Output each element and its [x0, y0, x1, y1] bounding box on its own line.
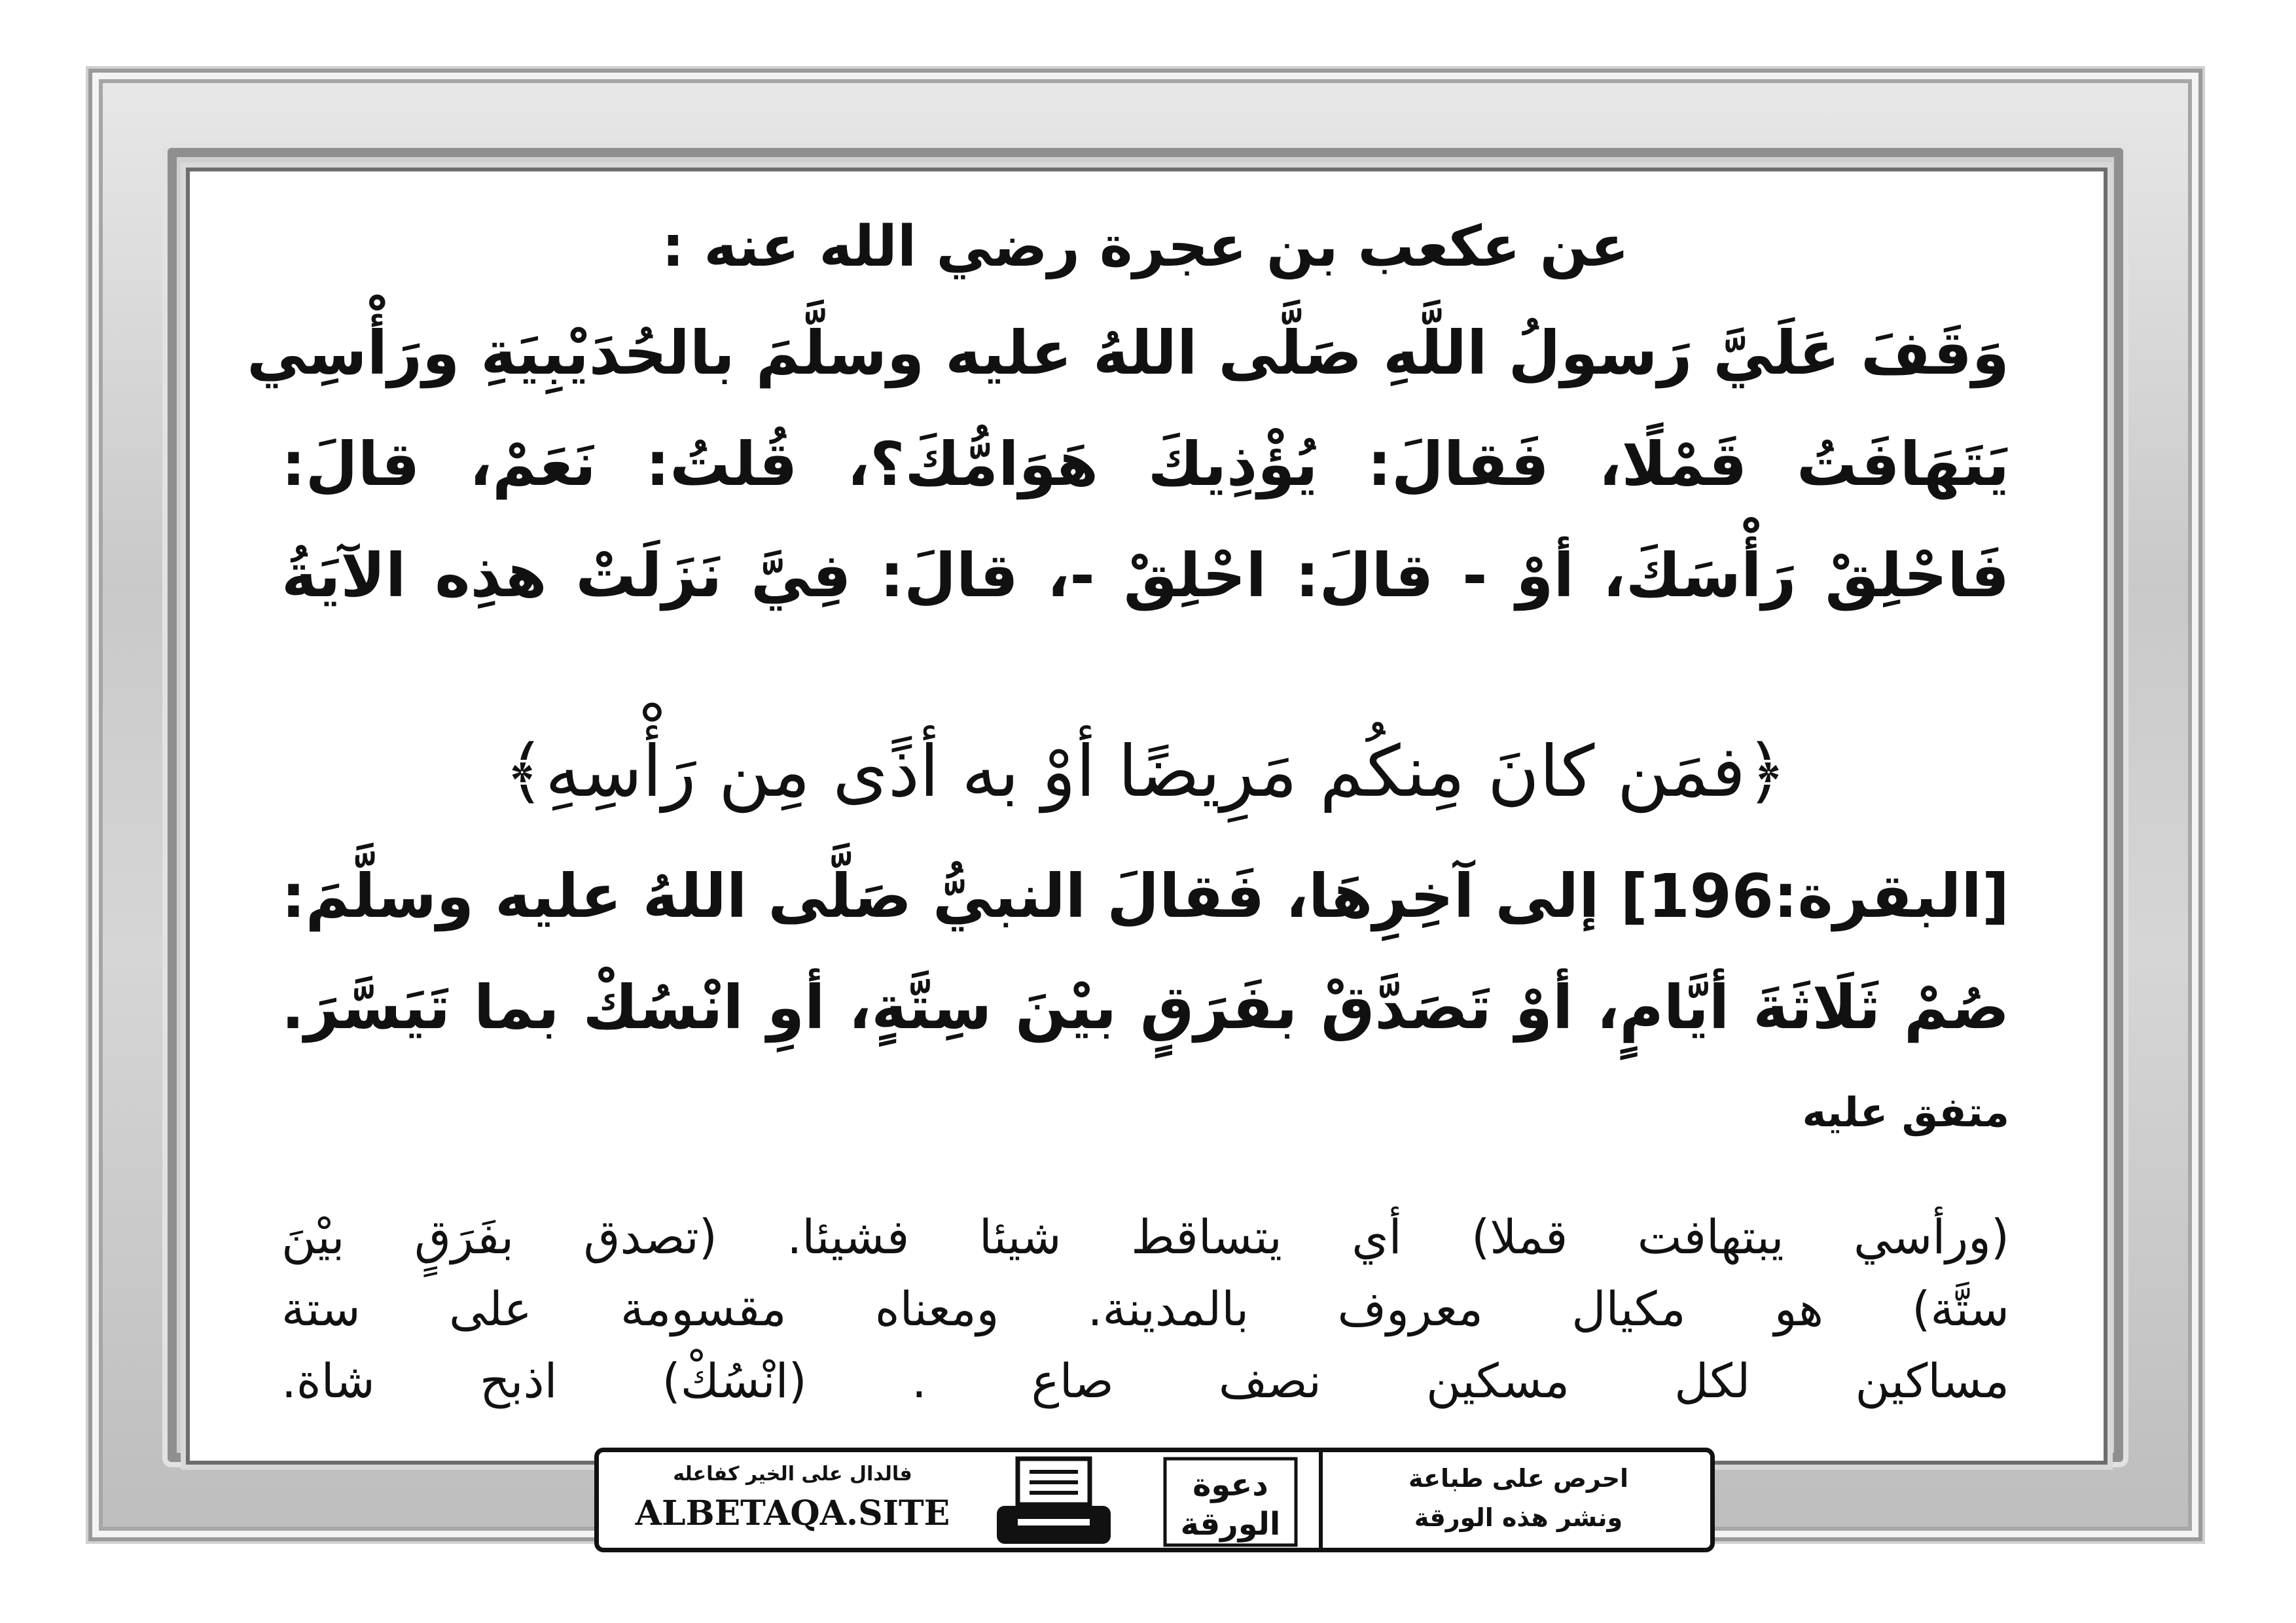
banner-divider — [1319, 1452, 1323, 1548]
quran-verse: ﴿فمَن كانَ مِنكُم مَرِيضًا أوْ به أذًى مِن رَأْسِهِ﴾ — [503, 731, 1787, 813]
explanation-line: (ورأسي يبتهافت قملا) أي يتساقط شيئا فشيئا. (تصدق بفَرَقٍ بيْنَ — [281, 1209, 2009, 1264]
explanation-line: ستَّة) هو مكيال معروف بالمدينة. ومعناه مقسومة على ستة — [281, 1281, 2009, 1336]
banner-slogan: فالدال على الخير كفاعله — [673, 1463, 912, 1486]
site-link[interactable]: ALBETAQA.SITE — [635, 1493, 950, 1533]
hadith-line: [البقرة:196] إلى آخِرِهَا، فَقالَ النبيُّ صَلَّى اللهُ عليه وسلَّمَ: — [281, 861, 2009, 931]
footer-banner — [594, 1448, 1715, 1552]
hadith-line: فَاحْلِقْ رَأْسَكَ، أوْ - قالَ: احْلِقْ -، قالَ: فِيَّ نَزَلَتْ هذِه الآيَةُ — [281, 541, 2009, 611]
logo-text-top: دعوة — [1193, 1467, 1268, 1503]
banner-site-block — [609, 1460, 976, 1541]
logo-text-bottom: الورقة — [1180, 1506, 1281, 1543]
printer-icon — [992, 1455, 1116, 1550]
banner-call-to-action — [1329, 1459, 1708, 1541]
dawa-logo-icon — [1158, 1455, 1302, 1550]
narrator-heading: عن عكعب بن عجرة رضي الله عنه : — [662, 214, 1629, 279]
hadith-source: متفق عليه — [1802, 1088, 2009, 1136]
hadith-line: يَتَهَافَتُ قَمْلًا، فَقالَ: يُؤْذِيكَ هَوَامُّكَ؟، قُلتُ: نَعَمْ، قالَ: — [281, 429, 2009, 499]
banner-cta-line: احرص على طباعة — [1408, 1464, 1629, 1493]
banner-cta-line: ونشر هذه الورقة — [1414, 1503, 1623, 1532]
hadith-line: وَقَفَ عَلَيَّ رَسولُ اللَّهِ صَلَّى اللهُ عليه وسلَّمَ بالحُدَيْبِيَةِ ورَأْسِي — [247, 318, 2009, 388]
explanation-line: مساكين لكل مسكين نصف صاع . (انْسُكْ) اذبح شاة. — [281, 1353, 2009, 1408]
hadith-line: صُمْ ثَلَاثَةَ أيَّامٍ، أوْ تَصَدَّقْ بفَرَقٍ بيْنَ سِتَّةٍ، أوِ انْسُكْ بما تَيَسَّرَ. — [281, 972, 2009, 1043]
